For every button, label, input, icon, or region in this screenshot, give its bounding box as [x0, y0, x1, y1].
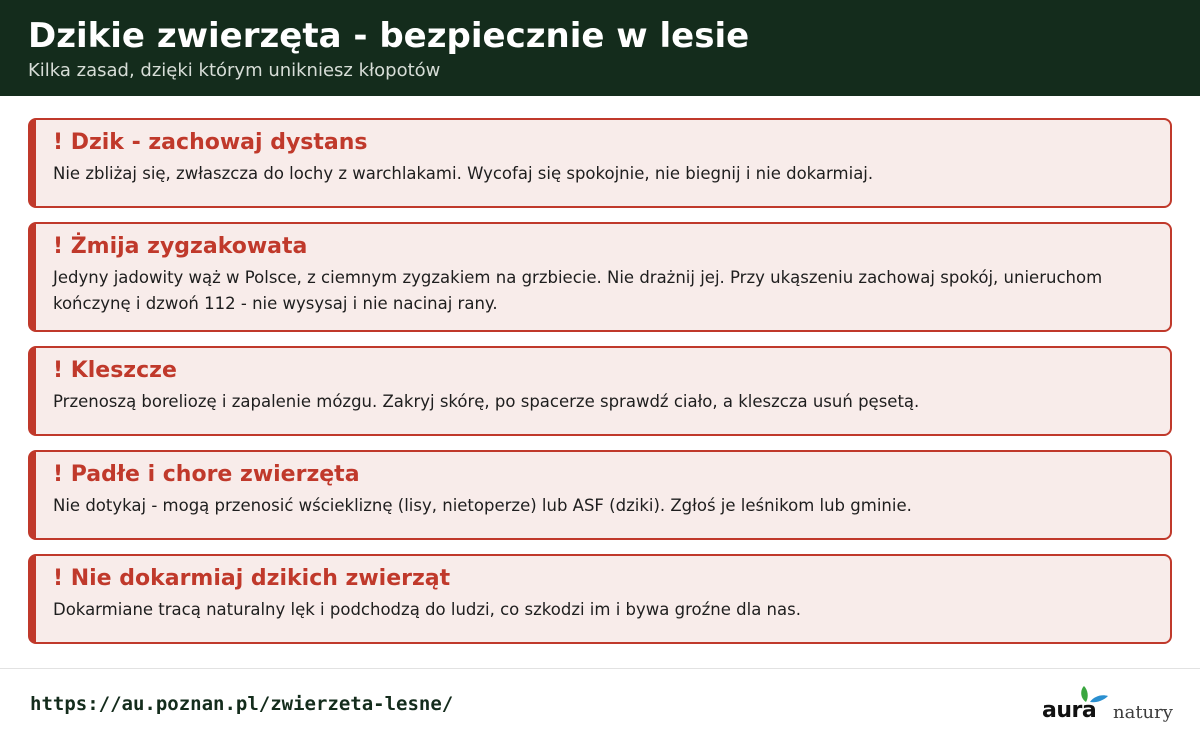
card-text: Przenoszą boreliozę i zapalenie mózgu. Zakryj skórę, po spacerze sprawdź ciało, a kleszcza usuń pęsetą.: [53, 392, 920, 411]
card-title: ! Nie dokarmiaj dzikich zwierząt: [53, 566, 451, 591]
page-title: Dzikie zwierzęta - bezpiecznie w lesie: [28, 16, 750, 56]
page-subtitle: Kilka zasad, dzięki którym unikniesz kłopotów: [28, 60, 441, 81]
warning-card-kleszcze: [28, 346, 1172, 436]
logo-word-aura: aura: [1042, 698, 1097, 723]
source-link[interactable]: https://au.poznan.pl/zwierzeta-lesne/: [30, 693, 454, 715]
card-text: Dokarmiane tracą naturalny lęk i podchodzą do ludzi, co szkodzi im i bywa groźne dla nas.: [53, 600, 801, 619]
aura-natury-logo: [1040, 684, 1175, 732]
warning-card-dokarmianie: [28, 554, 1172, 644]
warning-cards: [28, 118, 1172, 658]
footer-divider: [0, 668, 1200, 669]
card-text: Jedyny jadowity wąż w Polsce, z ciemnym zygzakiem na grzbiecie. Nie drażnij jej. Przy ukąszeniu zachowaj spokój, unieruchom kończynę i dzwoń 112 - nie wysysaj i nie nacinaj rany.: [53, 268, 1103, 313]
card-text: Nie zbliżaj się, zwłaszcza do lochy z warchlakami. Wycofaj się spokojnie, nie biegnij i nie dokarmiaj.: [53, 164, 874, 183]
warning-card-dzik: [28, 118, 1172, 208]
warning-card-zmija: [28, 222, 1172, 332]
card-title: ! Kleszcze: [53, 358, 177, 383]
card-text: Nie dotykaj - mogą przenosić wściekliznę (lisy, nietoperze) lub ASF (dziki). Zgłoś je leśnikom lub gminie.: [53, 496, 912, 515]
card-title: ! Dzik - zachowaj dystans: [53, 130, 368, 155]
card-title: ! Padłe i chore zwierzęta: [53, 462, 360, 487]
card-title: ! Żmija zygzakowata: [53, 234, 308, 259]
warning-card-padle-zwierzeta: [28, 450, 1172, 540]
page-header: [0, 0, 1200, 96]
logo-word-natury: natury: [1113, 702, 1173, 723]
